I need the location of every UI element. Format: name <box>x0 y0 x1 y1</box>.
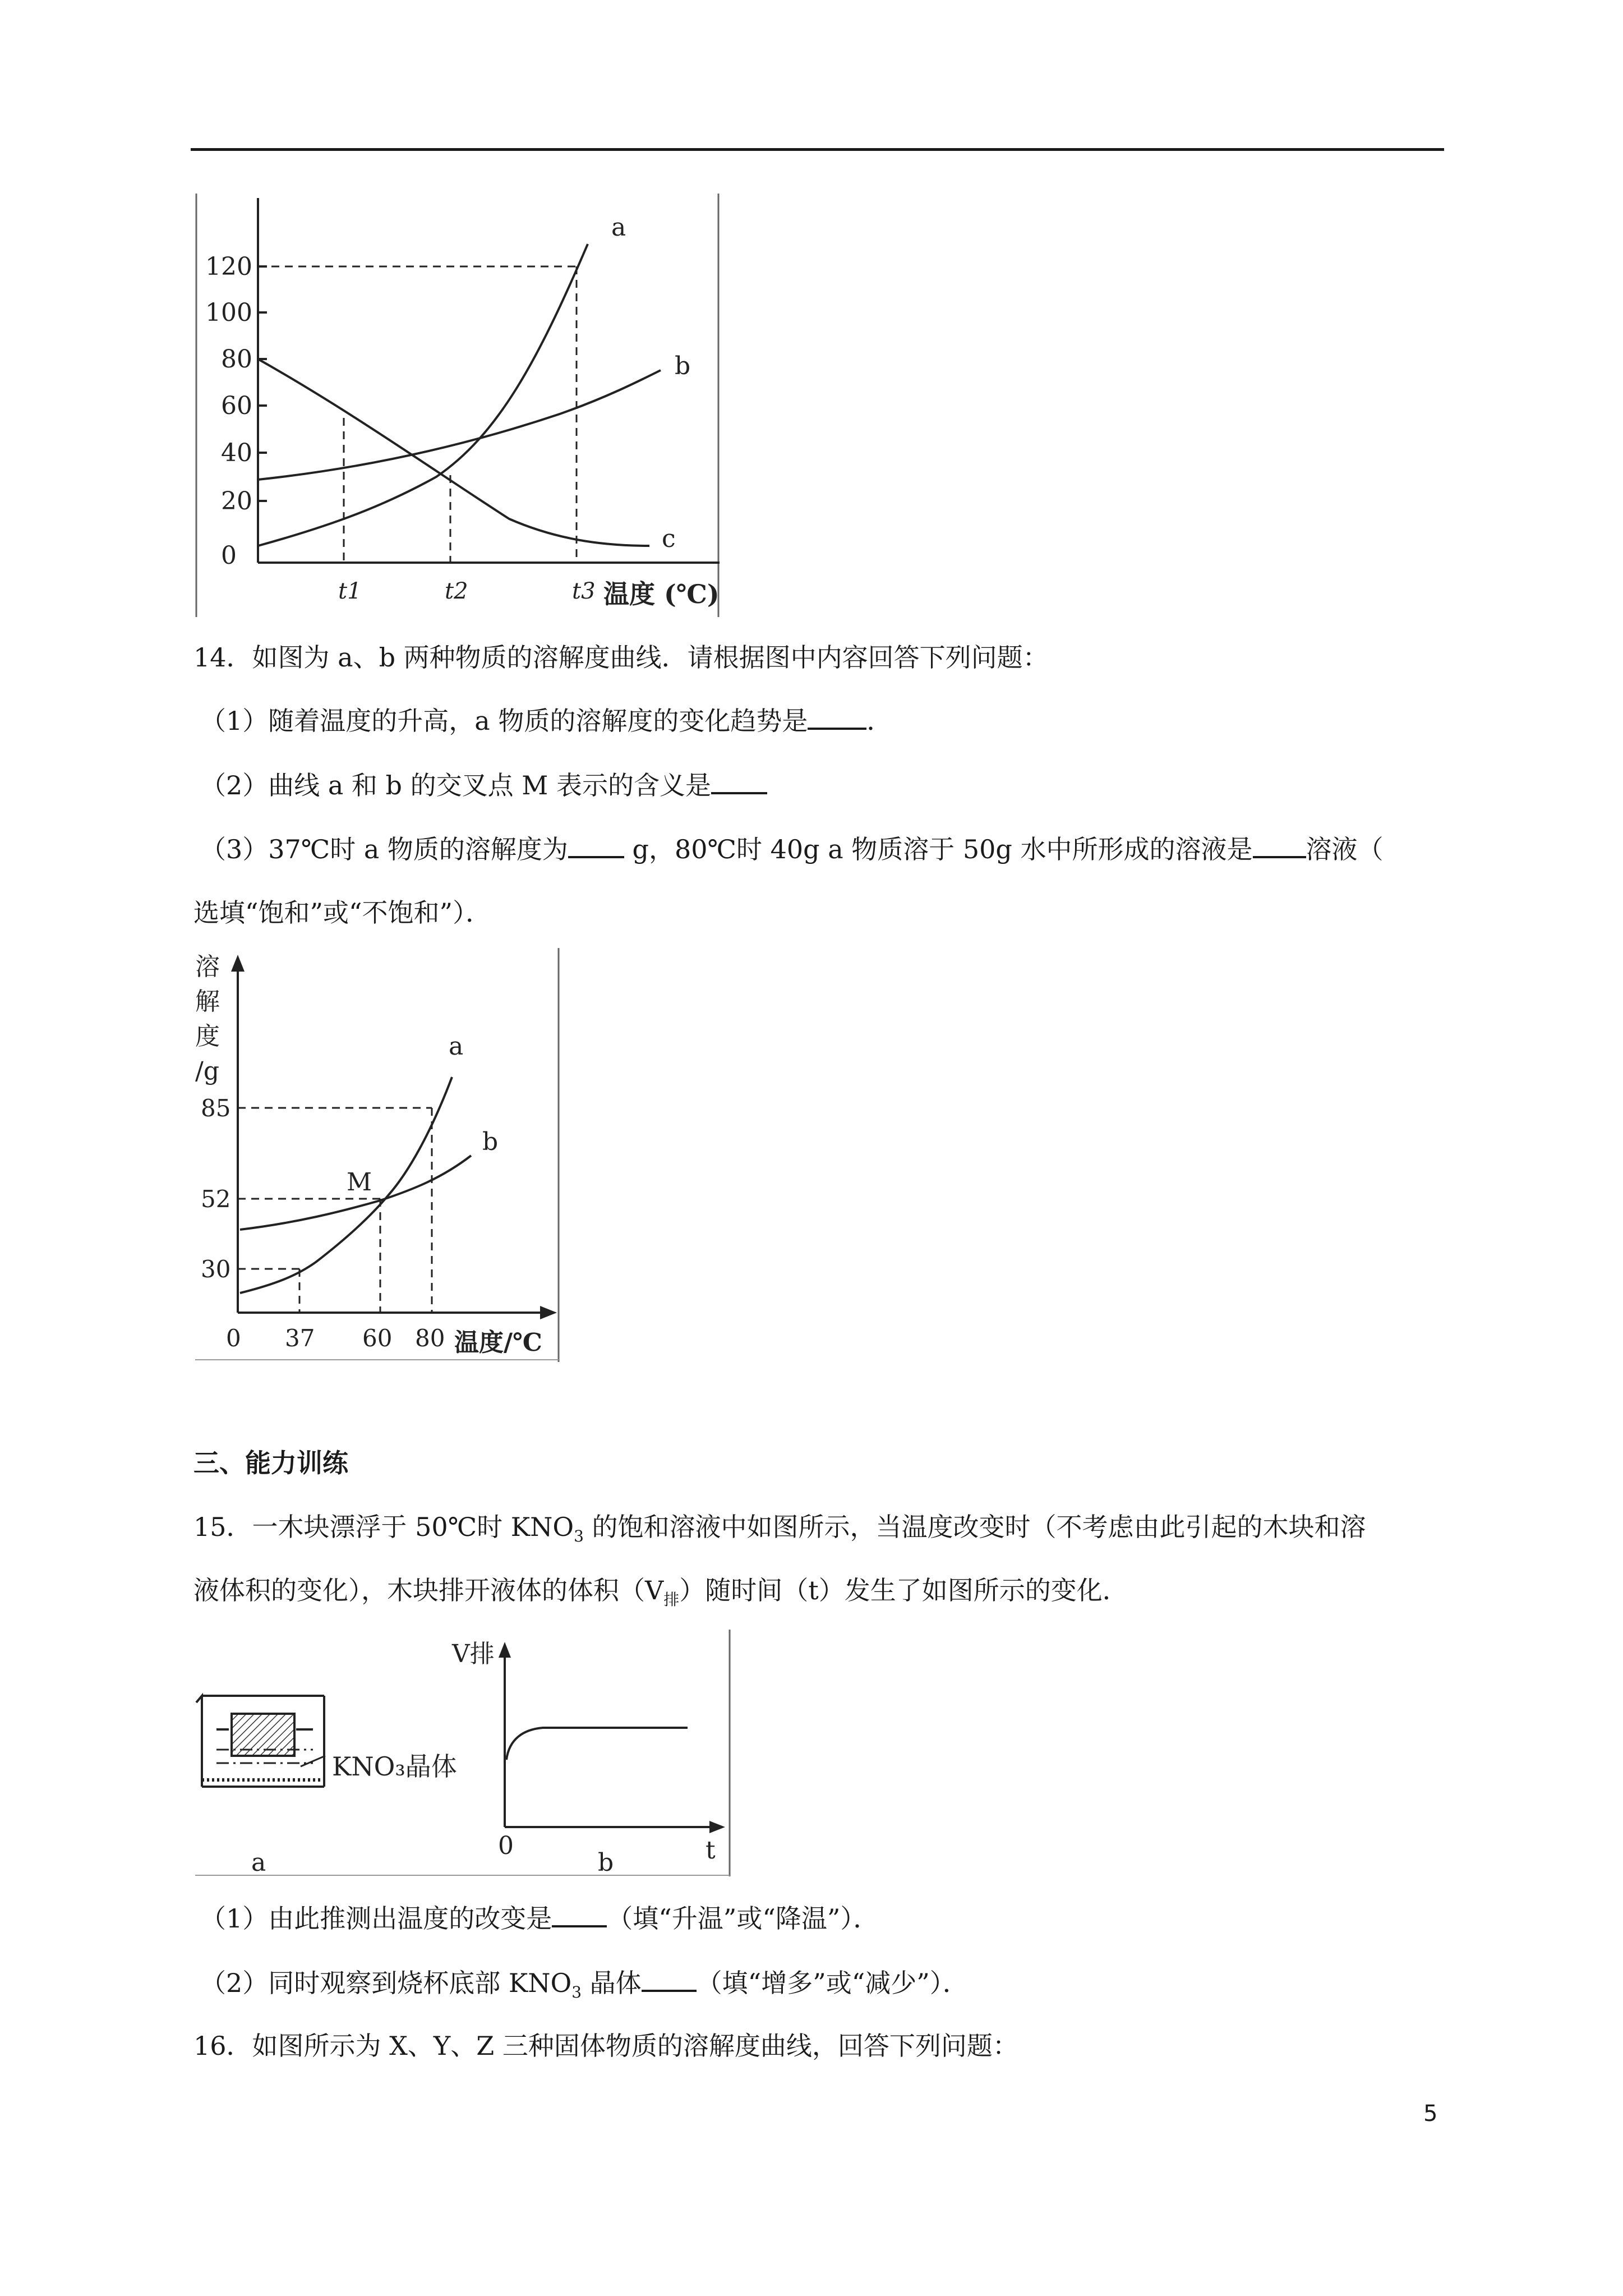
origin-label: 0 <box>498 1832 514 1860</box>
y-tick-label: 60 <box>221 392 252 420</box>
y-tick-label: 120 <box>205 252 252 281</box>
x-tick-label: 80 <box>415 1324 445 1352</box>
q15-part1 <box>200 1902 879 1935</box>
curve-label-c: c <box>662 524 676 553</box>
curve-c <box>258 359 649 546</box>
q14-part3-text-c: 溶液（ <box>1306 834 1384 864</box>
x-tick-label: 0 <box>226 1324 241 1352</box>
x-axis-arrow <box>709 1821 725 1833</box>
curve-label-a: a <box>449 1032 464 1061</box>
q14-part1-end: ． <box>866 706 893 736</box>
curve-label-b: b <box>675 352 691 380</box>
y-axis-arrow <box>231 955 245 972</box>
subscript: 3 <box>574 1527 584 1545</box>
x-axis-label: 温度/℃ <box>454 1328 542 1357</box>
q15-line2-text-a: 液体积的变化），木块排开液体的体积（V <box>193 1575 664 1605</box>
y-tick-label: 100 <box>205 298 252 327</box>
x-axis-label: 温度 (℃) <box>603 579 720 609</box>
figure-label-b: b <box>598 1848 614 1876</box>
y-axis-label-char: 解 <box>195 987 220 1016</box>
subscript: 3 <box>571 1983 582 2001</box>
axis-label-v: V排 <box>452 1640 495 1668</box>
q15-part2-text-a: （2）同时观察到烧杯底部 KNO <box>200 1968 572 1998</box>
x-tick-label: t2 <box>445 578 468 604</box>
subscript: 排 <box>663 1590 680 1609</box>
x-axis-arrow <box>540 1306 557 1319</box>
x-tick-label: t3 <box>572 578 596 604</box>
q14-title: 14．如图为 a、b 两种物质的溶解度曲线．请根据图中内容回答下列问题： <box>193 642 1049 673</box>
crystal-label: KNO₃晶体 <box>332 1751 457 1782</box>
curve-label-a: a <box>611 213 626 242</box>
q14-part3-text-a: （3）37℃时 a 物质的溶解度为 <box>200 834 568 864</box>
q14-part2 <box>200 769 767 802</box>
y-axis-label-char: /g <box>195 1057 219 1085</box>
x-tick-label: 60 <box>362 1324 393 1352</box>
q14-part1-text: （1）随着温度的升高，a 物质的溶解度的变化趋势是 <box>200 706 808 736</box>
answer-blank <box>568 832 624 858</box>
page-number: 5 <box>1423 2101 1438 2127</box>
section-heading: 三、能力训练 <box>193 1448 348 1478</box>
q15-part1-text-a: （1）由此推测出温度的改变是 <box>200 1903 552 1934</box>
intersection-label-m: M <box>347 1168 372 1197</box>
wood-block <box>233 1715 293 1755</box>
answer-blank <box>642 1966 697 1992</box>
q15-part2 <box>200 1966 969 2009</box>
y-tick-label: 80 <box>221 345 252 374</box>
beaker-and-volume-graph <box>195 1630 731 1876</box>
q15-line2-text-b: ）随时间（t）发生了如图所示的变化． <box>679 1575 1128 1605</box>
figure-label-a: a <box>251 1848 266 1876</box>
q15-line1 <box>193 1510 1366 1553</box>
q15-line1-text-a: 15．一木块漂浮于 50℃时 KNO <box>193 1512 574 1542</box>
curve-a <box>258 244 588 546</box>
x-tick-label: t1 <box>338 578 362 604</box>
q15-line1-text-b: 的饱和溶液中如图所示，当温度改变时（不考虑由此引起的木块和溶 <box>583 1512 1366 1542</box>
answer-blank <box>711 769 767 794</box>
y-axis-arrow <box>499 1642 511 1658</box>
y-axis-label-char: 溶 <box>195 953 220 981</box>
q14-part2-text: （2）曲线 a 和 b 的交叉点 M 表示的含义是 <box>200 770 711 800</box>
q14-part3 <box>200 832 1384 866</box>
solubility-chart-ab <box>195 948 560 1362</box>
y-tick-label: 40 <box>221 439 252 467</box>
q15-part2-text-c: （填“增多”或“减少”）． <box>696 1968 969 1998</box>
y-tick-label: 20 <box>221 487 252 516</box>
header-rule <box>191 148 1444 151</box>
q15-part2-text-b: 晶体 <box>582 1968 642 1998</box>
answer-blank <box>808 704 866 730</box>
y-tick-label: 0 <box>221 541 237 570</box>
q14-part3-continued: 选填“饱和”或“不饱和”）． <box>193 898 492 928</box>
y-tick-label: 30 <box>201 1255 231 1283</box>
y-tick-label: 85 <box>201 1094 231 1122</box>
pointer-line <box>301 1756 325 1766</box>
answer-blank <box>552 1902 607 1927</box>
q16-title: 16．如图所示为 X、Y、Z 三种固体物质的溶解度曲线，回答下列问题： <box>193 2031 1018 2061</box>
q14-part3-text-b: g，80℃时 40g a 物质溶于 50g 水中所形成的溶液是 <box>624 834 1253 864</box>
volume-curve <box>506 1728 688 1760</box>
q14-part1 <box>200 704 892 738</box>
curve-b <box>258 370 661 480</box>
axis-label-t: t <box>706 1836 716 1865</box>
curve-label-b: b <box>482 1128 499 1156</box>
y-tick-label: 52 <box>201 1185 231 1213</box>
answer-blank <box>1253 832 1306 858</box>
y-axis-label-char: 度 <box>195 1022 220 1051</box>
q15-line2 <box>193 1573 1128 1617</box>
x-tick-label: 37 <box>285 1324 315 1352</box>
q15-part1-text-b: （填“升温”或“降温”）． <box>607 1903 879 1934</box>
solubility-chart-abc <box>195 194 720 617</box>
